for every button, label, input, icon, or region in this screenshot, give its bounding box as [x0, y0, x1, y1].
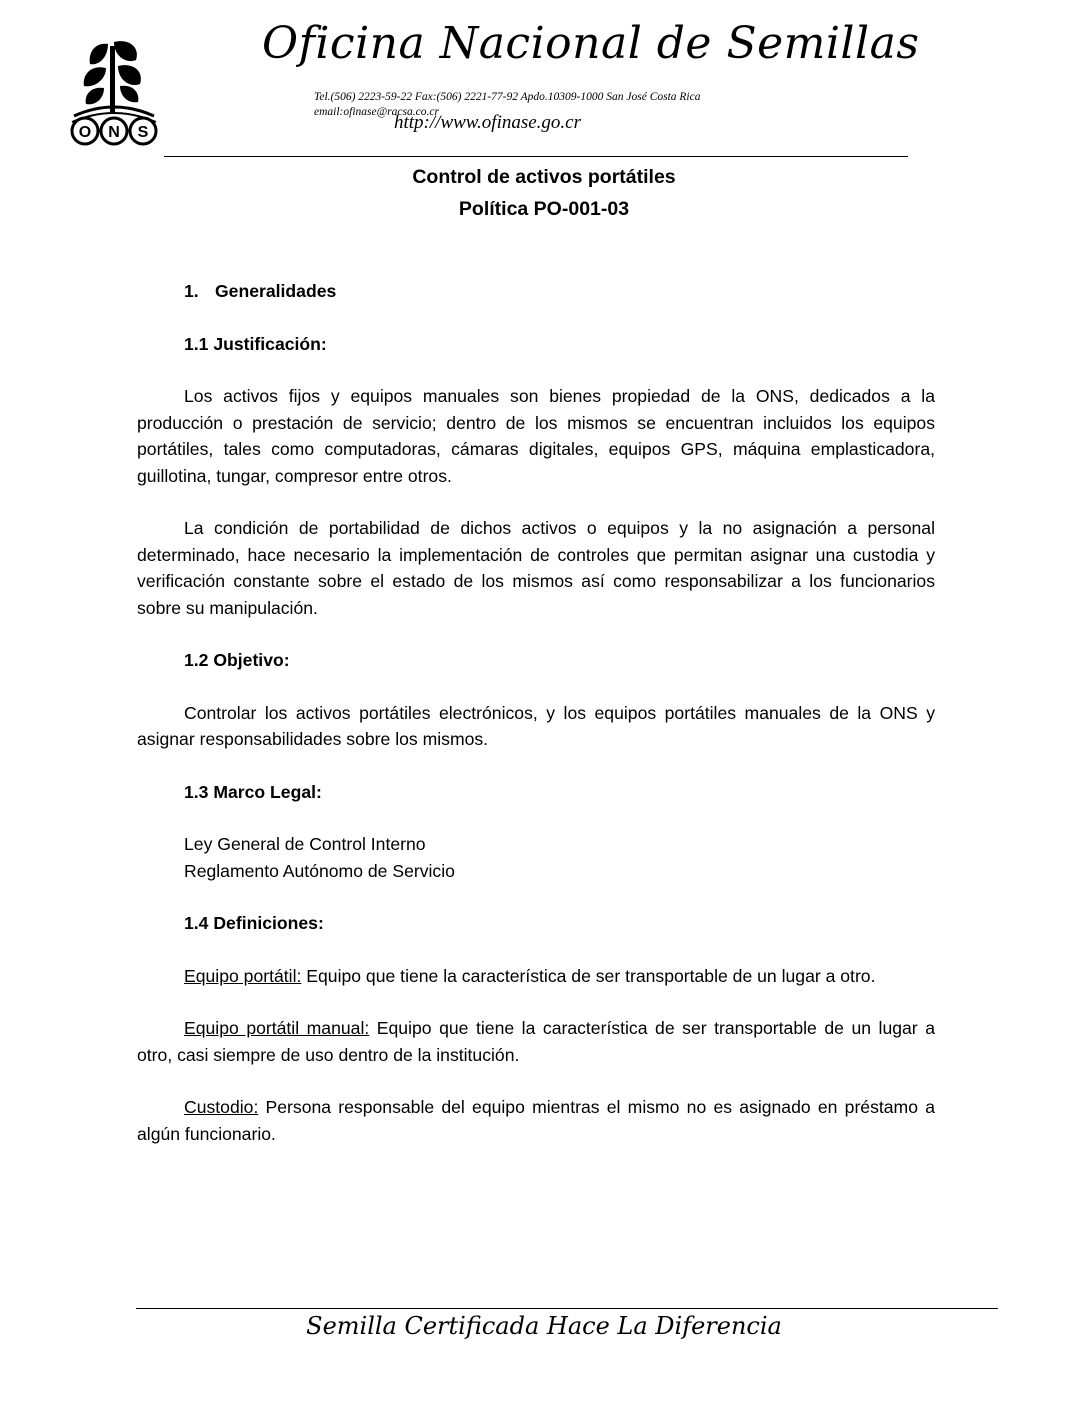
definition-text: Equipo que tiene la característica de ser transportable de un lugar a otro. [301, 965, 876, 986]
definition-text: Equipo que tiene la característica de ser transportable de un lugar a otro, casi siempre de uso dentro de la institución. [137, 1018, 935, 1065]
footer-slogan: Semilla Certificada Hace La Diferencia [306, 1312, 782, 1340]
header-divider [164, 156, 908, 157]
policy-code: Política PO-001-03 [458, 198, 630, 220]
section-heading-objetivo: 1.2 Objetivo: [184, 650, 290, 670]
section-number: 1. [184, 281, 199, 301]
logo-leaf-left-top [90, 44, 108, 65]
logo-leaf-left-mid [84, 67, 106, 86]
organization-name: Oficina Nacional de Semillas [262, 18, 920, 69]
section-heading-marco-legal: 1.3 Marco Legal: [184, 781, 322, 802]
legal-item: Ley General de Control Interno [184, 834, 426, 854]
legal-item: Reglamento Autónomo de Servicio [184, 860, 455, 881]
svg-text:O: O [78, 124, 92, 141]
logo-leaf-right-top [114, 41, 137, 61]
definition-term: Equipo portátil manual: [184, 1018, 370, 1038]
contact-email-line: email:ofinase@racsa.co.cr [314, 106, 439, 118]
definition-custodio [137, 1094, 935, 1147]
section-heading-generalidades [137, 278, 935, 305]
ons-logo [68, 36, 160, 148]
logo-stem [110, 46, 115, 112]
logo-leaf-right-low [120, 86, 138, 103]
definition-equipo-portatil [137, 963, 935, 990]
svg-text:N: N [108, 124, 120, 141]
paragraph-objetivo: Controlar los activos portátiles electrónicos, y los equipos portátiles manuales de la ONS y asignar responsabilidades sobre los mismos. [137, 702, 935, 749]
logo-leaf-right-mid [118, 65, 141, 85]
section-heading-definiciones: 1.4 Definiciones: [184, 913, 324, 933]
definition-equipo-portatil-manual [137, 1015, 935, 1068]
website-link[interactable]: http://www.ofinase.go.cr [394, 112, 582, 133]
section-heading-justificacion: 1.1 Justificación: [184, 333, 327, 354]
paragraph-justificacion-1: Los activos fijos y equipos manuales son bienes propiedad de la ONS, dedicados a la producción o prestación de servicio; dentro de los mismos se encuentran incluidos los equipos portátiles, tales como computadoras, cámaras digitales, equipos GPS, máquina emplasticadora, guillotina, tungar, compresor entre otros. [137, 386, 935, 486]
document-title: Control de activos portátiles [412, 166, 676, 188]
section-label: Generalidades [215, 281, 337, 301]
definition-text: Persona responsable del equipo mientras el mismo no es asignado en préstamo a algún funcionario. [137, 1097, 935, 1144]
logo-leaf-left-low [86, 88, 104, 105]
definition-term: Equipo portátil: [184, 965, 302, 986]
definition-term: Custodio: [184, 1097, 259, 1117]
contact-phone-line: Tel.(506) 2223-59-22 Fax:(506) 2221-77-92 Apdo.10309-1000 San José Costa Rica [314, 91, 701, 103]
document-body [137, 278, 935, 1147]
footer-divider [136, 1308, 998, 1309]
svg-text:S: S [137, 124, 149, 141]
paragraph-justificacion-2: La condición de portabilidad de dichos activos o equipos y la no asignación a personal determinado, hace necesario la implementación de controles que permitan asignar una custodia y verificación constante sobre el estado de los mismos así como responsabilizar a los funcionarios sobre su manipulación. [137, 518, 935, 618]
